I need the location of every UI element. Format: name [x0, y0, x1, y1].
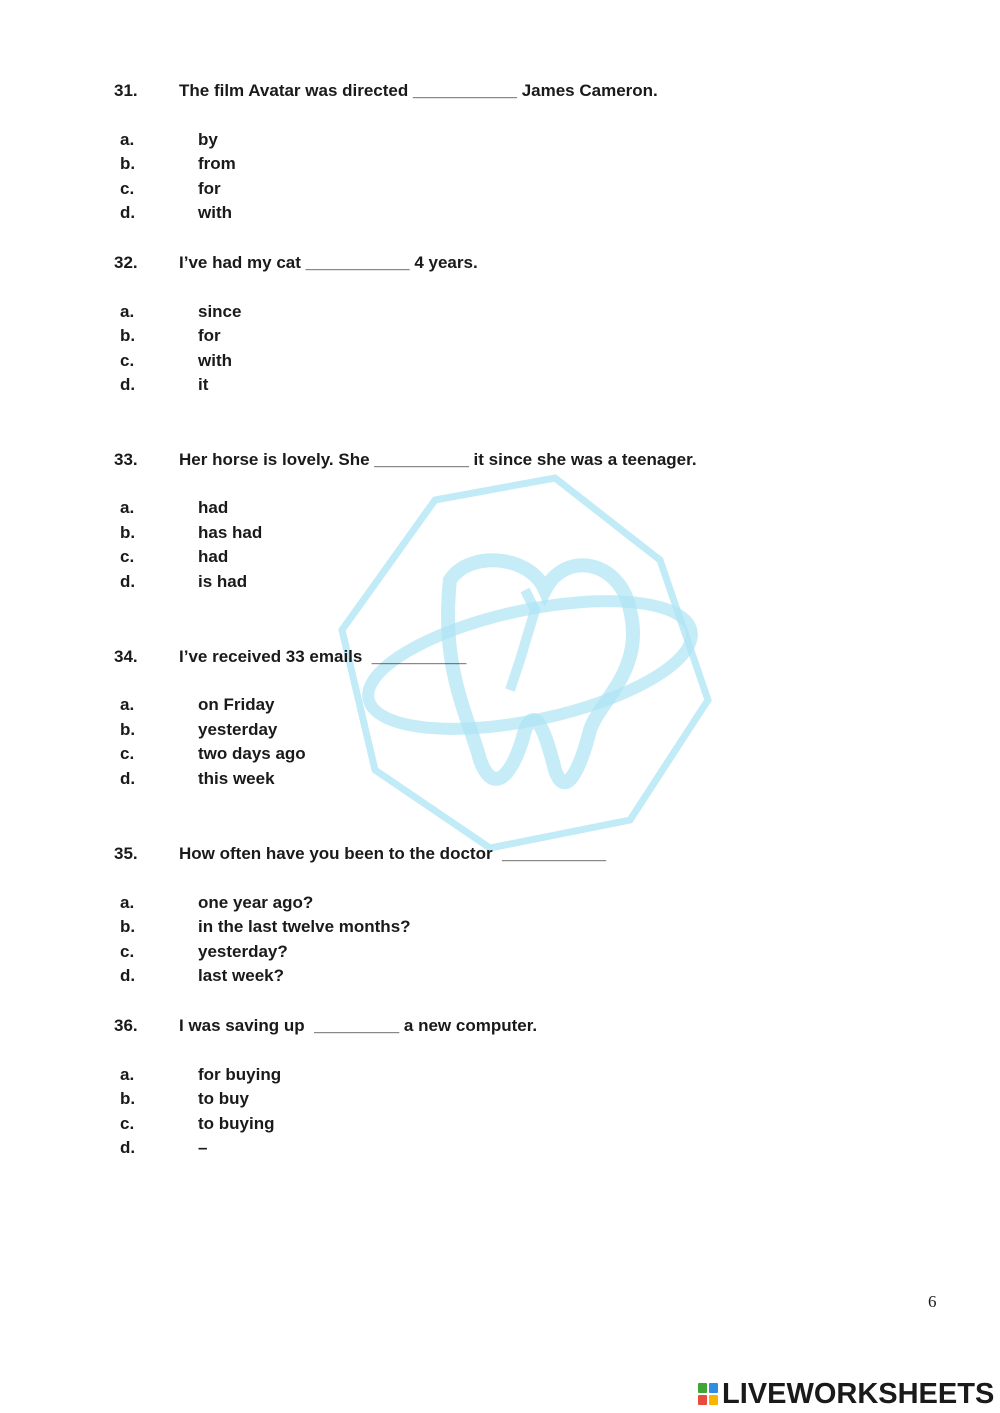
question-stem: [0, 448, 1000, 472]
option-text: in the last twelve months?: [198, 917, 411, 936]
option-a[interactable]: [0, 891, 1000, 915]
option-a[interactable]: [0, 496, 1000, 520]
option-letter: c.: [120, 744, 135, 763]
question-text: I’ve had my cat ___________ 4 years.: [179, 253, 478, 272]
option-letter: a.: [120, 498, 135, 517]
liveworksheets-logo: [698, 1377, 994, 1411]
option-text: on Friday: [198, 695, 275, 714]
option-text: since: [198, 302, 242, 321]
option-text: for: [198, 179, 221, 198]
option-text: two days ago: [198, 744, 306, 763]
option-b[interactable]: [0, 1087, 1000, 1111]
option-text: to buy: [198, 1089, 249, 1108]
option-d[interactable]: [0, 1136, 1000, 1160]
option-c[interactable]: [0, 349, 1000, 373]
option-text: last week?: [198, 966, 284, 985]
option-text: it: [198, 375, 209, 394]
question-stem: [0, 79, 1000, 103]
option-letter: b.: [120, 523, 136, 542]
option-b[interactable]: [0, 324, 1000, 348]
option-letter: d.: [120, 375, 136, 394]
option-text: had: [198, 498, 229, 517]
option-b[interactable]: [0, 521, 1000, 545]
question-stem: [0, 251, 1000, 275]
question-text: I’ve received 33 emails __________: [179, 647, 467, 666]
option-text: yesterday: [198, 720, 278, 739]
option-letter: b.: [120, 326, 136, 345]
question-text: The film Avatar was directed ___________ James Cameron.: [179, 81, 658, 100]
option-a[interactable]: [0, 693, 1000, 717]
liveworksheets-icon: [698, 1383, 718, 1405]
option-letter: c.: [120, 942, 135, 961]
option-letter: a.: [120, 130, 135, 149]
option-text: with: [198, 351, 232, 370]
question-number: 36.: [114, 1016, 138, 1035]
option-text: had: [198, 547, 229, 566]
option-text: for: [198, 326, 221, 345]
option-letter: a.: [120, 1065, 135, 1084]
option-text: –: [198, 1138, 208, 1157]
option-text: to buying: [198, 1114, 275, 1133]
option-b[interactable]: [0, 915, 1000, 939]
option-letter: d.: [120, 966, 136, 985]
question-number: 35.: [114, 844, 138, 863]
option-text: with: [198, 203, 232, 222]
option-c[interactable]: [0, 177, 1000, 201]
option-letter: c.: [120, 1114, 135, 1133]
option-c[interactable]: [0, 545, 1000, 569]
option-text: one year ago?: [198, 893, 314, 912]
option-d[interactable]: [0, 767, 1000, 791]
option-letter: d.: [120, 572, 136, 591]
question-stem: [0, 842, 1000, 866]
option-letter: b.: [120, 917, 136, 936]
option-text: from: [198, 154, 236, 173]
brand-name: LIVEWORKSHEETS: [722, 1377, 995, 1410]
option-letter: d.: [120, 769, 136, 788]
option-text: by: [198, 130, 218, 149]
option-c[interactable]: [0, 1112, 1000, 1136]
question-number: 34.: [114, 647, 138, 666]
option-a[interactable]: [0, 1063, 1000, 1087]
option-letter: b.: [120, 1089, 136, 1108]
option-d[interactable]: [0, 570, 1000, 594]
option-letter: b.: [120, 720, 136, 739]
option-letter: a.: [120, 695, 135, 714]
question-number: 31.: [114, 81, 138, 100]
option-d[interactable]: [0, 964, 1000, 988]
option-letter: d.: [120, 203, 136, 222]
option-text: for buying: [198, 1065, 282, 1084]
page-number: 6: [928, 1292, 937, 1311]
question-stem: [0, 645, 1000, 669]
option-c[interactable]: [0, 940, 1000, 964]
question-text: I was saving up _________ a new computer.: [179, 1016, 538, 1035]
question-stem: [0, 1014, 1000, 1038]
option-d[interactable]: [0, 201, 1000, 225]
option-letter: b.: [120, 154, 136, 173]
option-letter: d.: [120, 1138, 136, 1157]
option-letter: a.: [120, 302, 135, 321]
option-letter: c.: [120, 179, 135, 198]
question-number: 33.: [114, 450, 138, 469]
option-text: yesterday?: [198, 942, 288, 961]
option-text: is had: [198, 572, 248, 591]
option-text: this week: [198, 769, 275, 788]
option-b[interactable]: [0, 152, 1000, 176]
question-number: 32.: [114, 253, 138, 272]
option-d[interactable]: [0, 373, 1000, 397]
option-a[interactable]: [0, 300, 1000, 324]
option-letter: c.: [120, 351, 135, 370]
question-text: How often have you been to the doctor ___________: [179, 844, 607, 863]
option-letter: c.: [120, 547, 135, 566]
question-text: Her horse is lovely. She __________ it since she was a teenager.: [179, 450, 697, 469]
option-letter: a.: [120, 893, 135, 912]
option-a[interactable]: [0, 128, 1000, 152]
option-c[interactable]: [0, 742, 1000, 766]
option-text: has had: [198, 523, 263, 542]
option-b[interactable]: [0, 718, 1000, 742]
